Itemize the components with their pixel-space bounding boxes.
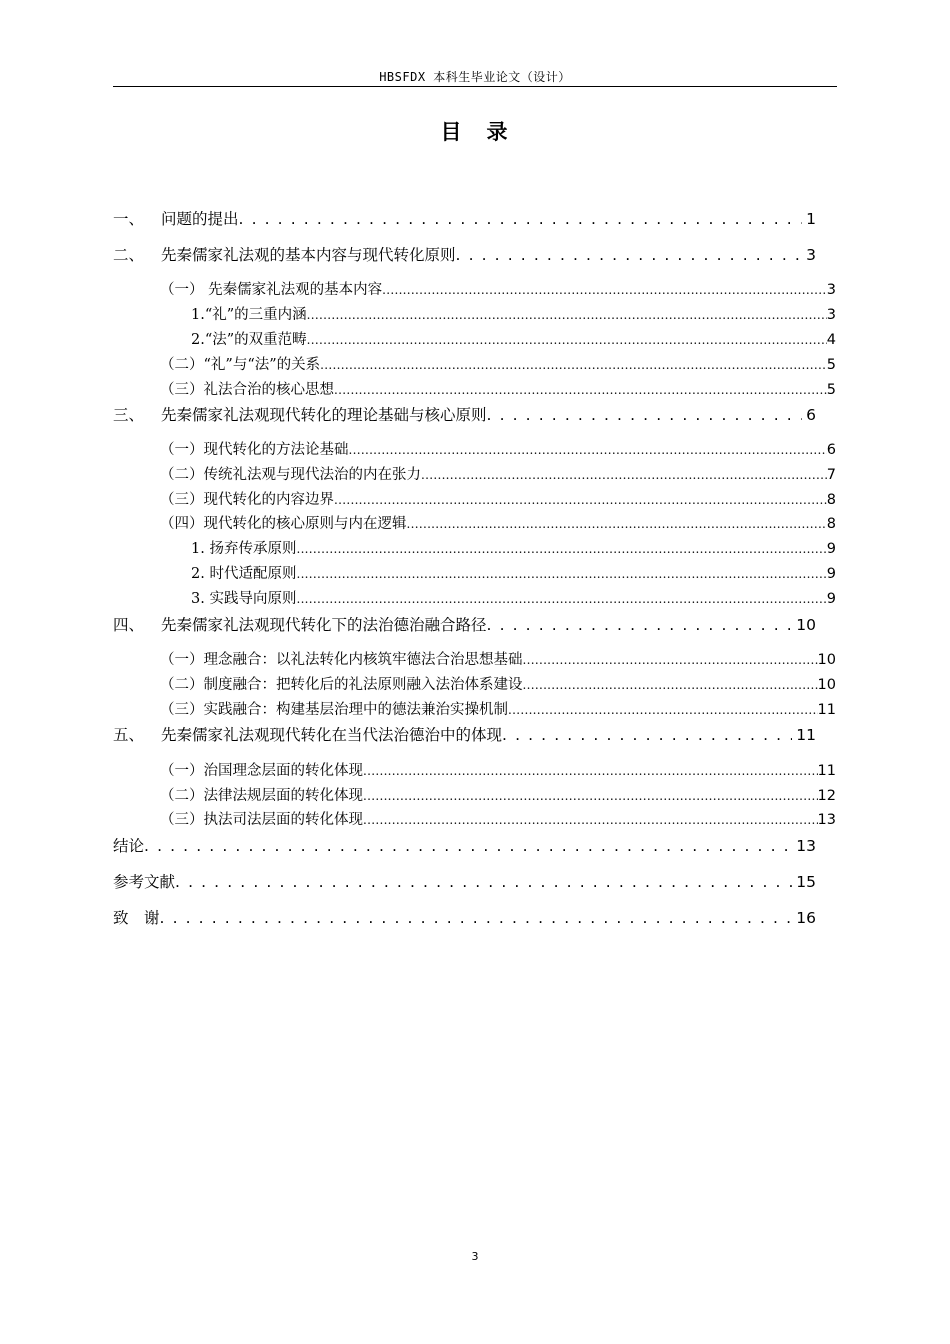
toc-entry-section-3-2[interactable] xyxy=(160,463,836,484)
toc-entry-section-4[interactable] xyxy=(113,613,816,635)
toc-page-number: 5 xyxy=(826,357,836,373)
toc-entry-number: 五、 xyxy=(113,726,145,744)
toc-entry-label: （三）执法司法层面的转化体现 xyxy=(160,812,363,828)
toc-entry-label: 先秦儒家礼法观现代转化下的法治德治融合路径 xyxy=(161,616,487,634)
toc-dot-leader xyxy=(456,246,803,264)
toc-entry-number: 三、 xyxy=(113,406,145,424)
toc-dot-leader xyxy=(502,726,792,744)
toc-page-number: 16 xyxy=(796,909,816,927)
toc-dot-leader xyxy=(421,467,827,483)
toc-page-number: 9 xyxy=(826,591,836,607)
toc-page-number: 11 xyxy=(817,763,836,779)
toc-dot-leader xyxy=(407,516,827,532)
toc-dot-leader xyxy=(307,307,827,323)
toc-entry-label: 1. 扬弃传承原则 xyxy=(191,541,297,557)
toc-entry-section-3-1[interactable] xyxy=(160,438,836,459)
toc-dot-leader xyxy=(363,763,818,779)
toc-page-number: 7 xyxy=(826,467,836,483)
toc-page-number: 6 xyxy=(826,442,836,458)
toc-dot-leader xyxy=(382,282,827,298)
toc-entry-label: （三）实践融合：构建基层治理中的德法兼治实操机制 xyxy=(160,702,508,718)
toc-entry-label: 先秦儒家礼法观的基本内容与现代转化原则 xyxy=(161,246,456,264)
toc-entry-label: （一） 先秦儒家礼法观的基本内容 xyxy=(160,282,383,298)
toc-entry-section-3-4-1[interactable] xyxy=(191,537,836,558)
toc-dot-leader xyxy=(334,382,827,398)
toc-page-number: 12 xyxy=(817,788,836,804)
header-divider xyxy=(113,86,837,87)
toc-entry-label: 1.“礼”的三重内涵 xyxy=(191,307,307,323)
toc-entry-section-3[interactable] xyxy=(113,403,816,425)
toc-dot-leader xyxy=(349,442,827,458)
toc-entry-label: 先秦儒家礼法观现代转化在当代法治德治中的体现 xyxy=(161,726,503,744)
toc-entry-section-3-3[interactable] xyxy=(160,488,836,509)
toc-entry-label: （一）理念融合：以礼法转化内核筑牢德法合治思想基础 xyxy=(160,652,523,668)
page-number: 3 xyxy=(471,1250,479,1263)
toc-dot-leader xyxy=(296,591,826,607)
toc-entry-label: （一）治国理念层面的转化体现 xyxy=(160,763,363,779)
toc-dot-leader xyxy=(296,566,826,582)
toc-dot-leader xyxy=(239,210,803,228)
toc-dot-leader xyxy=(487,406,803,424)
page-header: HBSFDX 本科生毕业论文（设计） xyxy=(379,70,571,84)
toc-entry-acknowledgements[interactable] xyxy=(113,906,816,928)
toc-dot-leader xyxy=(363,788,818,804)
toc-entry-label: （四）现代转化的核心原则与内在逻辑 xyxy=(160,516,407,532)
toc-page-number: 3 xyxy=(826,282,836,298)
toc-page-number: 13 xyxy=(817,812,836,828)
toc-entry-label: 2.“法”的双重范畴 xyxy=(191,332,307,348)
toc-page-number: 3 xyxy=(806,246,816,264)
toc-entry-section-2-1-1[interactable] xyxy=(191,303,836,324)
toc-page-number: 6 xyxy=(806,406,816,424)
toc-entry-number: 一、 xyxy=(113,210,145,228)
toc-dot-leader xyxy=(175,873,792,891)
toc-entry-section-3-4[interactable] xyxy=(160,512,836,533)
toc-page-number: 11 xyxy=(796,726,816,744)
toc-page-number: 5 xyxy=(826,382,836,398)
toc-entry-references[interactable] xyxy=(113,870,816,892)
toc-entry-section-4-1[interactable] xyxy=(160,648,836,669)
toc-dot-leader xyxy=(320,357,827,373)
toc-entry-section-5-2[interactable] xyxy=(160,784,836,805)
toc-page-number: 9 xyxy=(826,566,836,582)
toc-entry-section-5-3[interactable] xyxy=(160,808,836,829)
toc-dot-leader xyxy=(296,541,826,557)
toc-entry-label: 先秦儒家礼法观现代转化的理论基础与核心原则 xyxy=(161,406,487,424)
toc-page-number: 11 xyxy=(817,702,836,718)
toc-entry-section-2-2[interactable] xyxy=(160,353,836,374)
toc-dot-leader xyxy=(523,677,818,693)
toc-entry-section-2-3[interactable] xyxy=(160,378,836,399)
toc-entry-label: （二）“礼”与“法”的关系 xyxy=(160,357,321,373)
toc-entry-label: （三）现代转化的内容边界 xyxy=(160,492,334,508)
toc-entry-section-3-4-2[interactable] xyxy=(191,562,836,583)
toc-dot-leader xyxy=(334,492,827,508)
toc-entry-label: 致 谢 xyxy=(113,909,160,927)
toc-entry-label: （一）现代转化的方法论基础 xyxy=(160,442,349,458)
toc-entry-label: （二）传统礼法观与现代法治的内在张力 xyxy=(160,467,421,483)
toc-entry-number: 二、 xyxy=(113,246,145,264)
toc-entry-section-2-1-2[interactable] xyxy=(191,328,836,349)
toc-entry-section-3-4-3[interactable] xyxy=(191,587,836,608)
toc-page-number: 10 xyxy=(796,616,816,634)
toc-page-number: 8 xyxy=(826,492,836,508)
toc-entry-section-4-2[interactable] xyxy=(160,673,836,694)
toc-page-number: 8 xyxy=(826,516,836,532)
toc-page-number: 3 xyxy=(826,307,836,323)
toc-dot-leader xyxy=(307,332,827,348)
toc-entry-label: 问题的提出 xyxy=(161,210,239,228)
toc-entry-section-5-1[interactable] xyxy=(160,759,836,780)
toc-page-number: 4 xyxy=(826,332,836,348)
toc-entry-label: （二）法律法规层面的转化体现 xyxy=(160,788,363,804)
toc-page-number: 10 xyxy=(817,652,836,668)
toc-entry-label: 参考文献 xyxy=(113,873,176,891)
toc-entry-label: 结论 xyxy=(113,837,145,855)
toc-page-number: 15 xyxy=(796,873,816,891)
toc-entry-section-2[interactable] xyxy=(113,243,816,265)
toc-entry-label: （三）礼法合治的核心思想 xyxy=(160,382,334,398)
toc-page-number: 13 xyxy=(796,837,816,855)
toc-dot-leader xyxy=(144,837,792,855)
toc-entry-label: 2. 时代适配原则 xyxy=(191,566,297,582)
toc-dot-leader xyxy=(160,909,793,927)
toc-page-number: 10 xyxy=(817,677,836,693)
toc-entry-section-4-3[interactable] xyxy=(160,698,836,719)
toc-title: 目 录 xyxy=(440,120,510,144)
toc-page-number: 1 xyxy=(806,210,816,228)
toc-entry-section-2-1[interactable] xyxy=(160,278,836,299)
toc-entry-section-5[interactable] xyxy=(113,723,816,745)
toc-dot-leader xyxy=(523,652,818,668)
toc-page-number: 9 xyxy=(826,541,836,557)
toc-dot-leader xyxy=(508,702,818,718)
toc-entry-conclusion[interactable] xyxy=(113,834,816,856)
toc-entry-section-1[interactable] xyxy=(113,207,816,229)
toc-dot-leader xyxy=(363,812,818,828)
toc-entry-label: 3. 实践导向原则 xyxy=(191,591,297,607)
toc-entry-label: （二）制度融合：把转化后的礼法原则融入法治体系建设 xyxy=(160,677,523,693)
toc-entry-number: 四、 xyxy=(113,616,145,634)
toc-dot-leader xyxy=(487,616,793,634)
